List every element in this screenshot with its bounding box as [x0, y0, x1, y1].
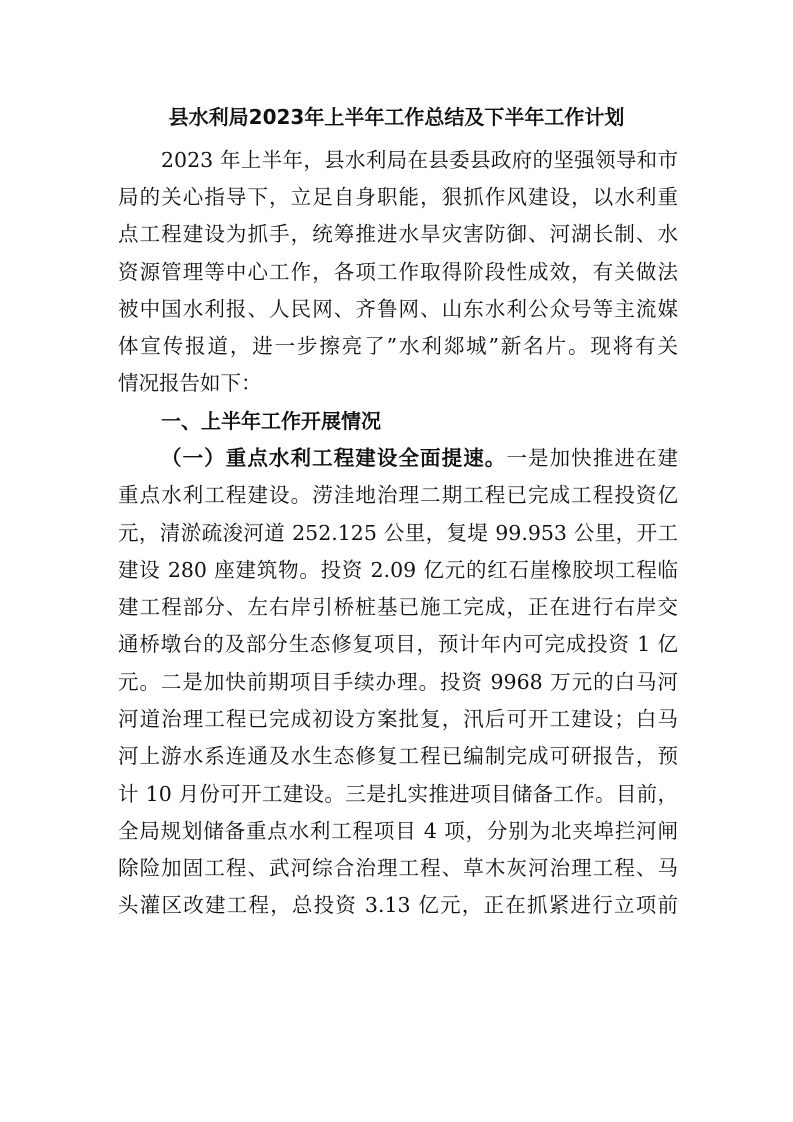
intro-line: 2023 年上半年，县水利局在县委县政府的坚强领导和市: [161, 148, 678, 172]
intro-line: 点工程建设为抓手，统筹推进水旱灾害防御、河湖长制、水: [118, 222, 678, 246]
body-line: 除险加固工程、武河综合治理工程、草木灰河治理工程、马: [118, 856, 678, 880]
intro-line: 被中国水利报、人民网、齐鲁网、山东水利公众号等主流媒: [118, 297, 678, 321]
body-line: 元。二是加快前期项目手续办理。投资 9968 万元的白马河: [118, 670, 678, 694]
section-heading: 一、上半年工作开展情况: [161, 409, 381, 433]
body-line: 河道治理工程已完成初设方案批复，汛后可开工建设；白马: [118, 707, 678, 731]
body-line: 全局规划储备重点水利工程项目 4 项，分别为北夹埠拦河闸: [118, 819, 678, 843]
intro-line: 情况报告如下：: [118, 371, 262, 395]
intro-line: 资源管理等中心工作，各项工作取得阶段性成效，有关做法: [118, 260, 678, 284]
intro-line: 局的关心指导下，立足自身职能，狠抓作风建设，以水利重: [118, 185, 678, 209]
body-line: 建工程部分、左右岸引桥桩基已施工完成，正在进行右岸交: [118, 595, 678, 619]
document-title: 县水利局2023年上半年工作总结及下半年工作计划: [168, 105, 625, 129]
body-line: 计 10 月份可开工建设。三是扎实推进项目储备工作。目前，: [118, 782, 678, 806]
body-line: 河上游水系连通及水生态修复工程已编制完成可研报告，预: [118, 744, 678, 768]
subsection-heading: （一）重点水利工程建设全面提速。: [161, 446, 507, 470]
intro-line: 体宣传报道，进一步擦亮了”水利郯城”新名片。现将有关: [118, 334, 678, 358]
body-line: 建设 280 座建筑物。投资 2.09 亿元的红石崖橡胶坝工程临: [118, 558, 678, 582]
subsection-first-line-text: 一是加快推进在建: [506, 446, 678, 470]
body-line: 重点水利工程建设。涝洼地治理二期工程已完成工程投资亿: [118, 483, 678, 507]
body-line: 元，清淤疏浚河道 252.125 公里，复堤 99.953 公里，开工: [118, 521, 678, 545]
subsection-first-line: [161, 444, 678, 472]
body-line: 头灌区改建工程，总投资 3.13 亿元，正在抓紧进行立项前: [118, 893, 678, 917]
body-line: 通桥墩台的及部分生态修复项目，预计年内可完成投资 1 亿: [118, 632, 678, 656]
